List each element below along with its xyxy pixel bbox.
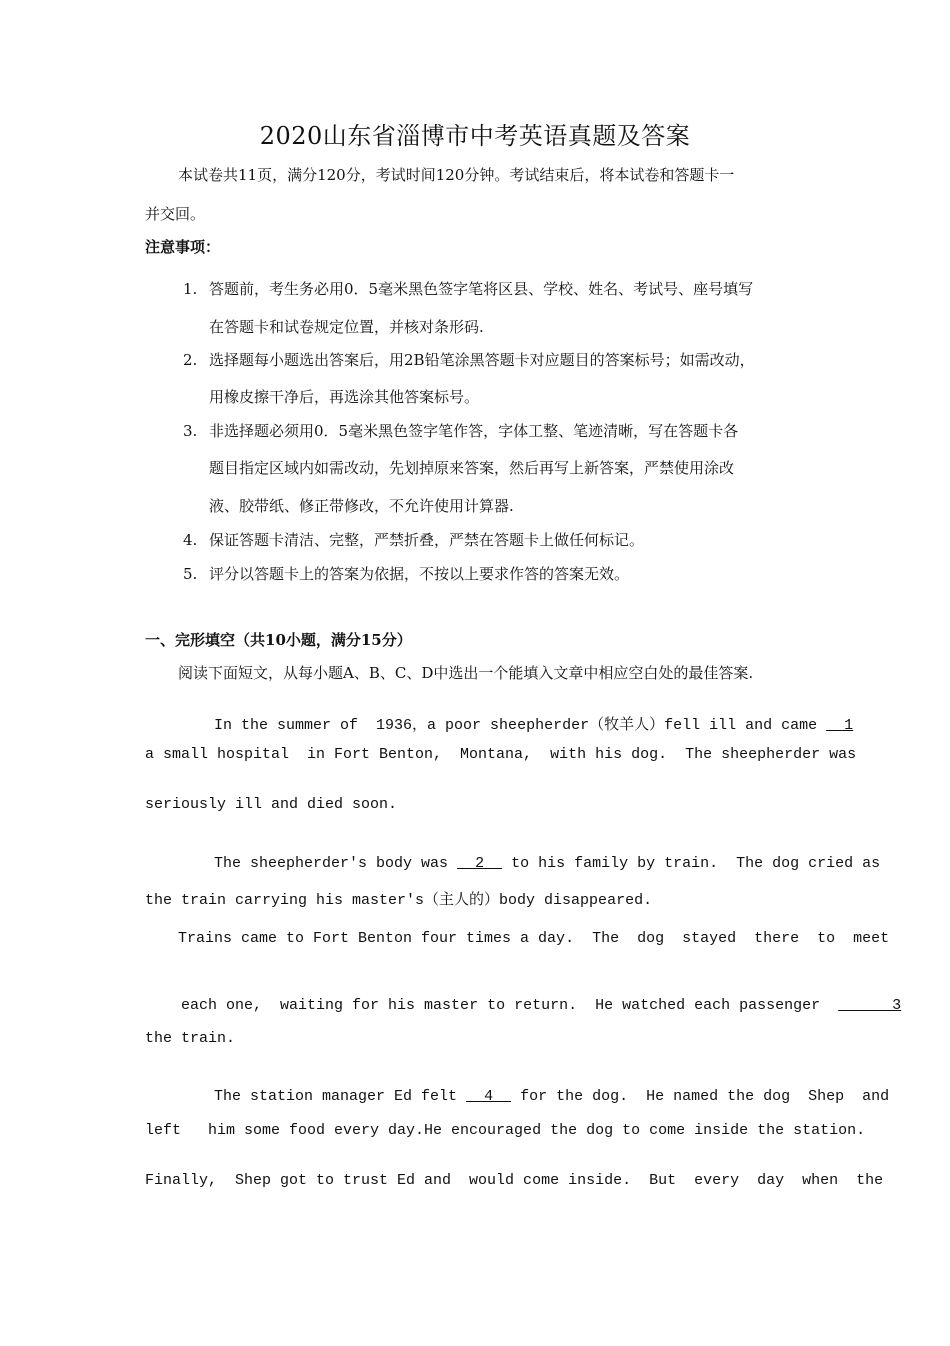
notice-item-text: 评分以答题卡上的答案为依据，不按以上要求作答的答案无效。 bbox=[209, 565, 630, 583]
passage-text: The sheepherder's body was bbox=[214, 855, 458, 872]
passage-line bbox=[145, 980, 901, 1031]
section-heading: 一、完形填空（共10小题，满分15分） bbox=[145, 631, 412, 649]
intro-line-1: 本试卷共11页，满分120分，考试时间120分钟。考试结束后，将本试卷和答题卡一 bbox=[178, 166, 735, 184]
passage-line bbox=[178, 1071, 889, 1122]
passage-text: to his family by train. The dog cried as bbox=[502, 855, 881, 872]
blank-2: 2 bbox=[457, 855, 503, 872]
notice-item-number: 1. bbox=[183, 280, 198, 298]
passage-text: The station manager Ed felt bbox=[214, 1088, 467, 1105]
notice-item-number: 2. bbox=[183, 351, 198, 369]
notice-item-number: 4. bbox=[183, 531, 198, 549]
intro-line-2: 并交回。 bbox=[145, 205, 206, 223]
passage-text: each one, waiting for his master to return. He watched each passenger bbox=[181, 997, 839, 1014]
blank-3: 3 bbox=[838, 997, 902, 1014]
blank-1: 1 bbox=[826, 717, 854, 734]
notice-item-number: 3. bbox=[183, 422, 198, 440]
passage-line bbox=[178, 696, 853, 751]
passage-line: the train. bbox=[145, 1030, 236, 1047]
passage-line: a small hospital in Fort Benton, Montana, with his dog. The sheepherder was bbox=[145, 746, 857, 763]
section-instruction: 阅读下面短文，从每小题A、B、C、D中选出一个能填入文章中相应空白处的最佳答案. bbox=[178, 664, 754, 682]
page-title: 2020山东省淄博市中考英语真题及答案 bbox=[259, 122, 691, 150]
passage-line: Finally, Shep got to trust Ed and would come inside. But every day when the bbox=[145, 1172, 884, 1189]
passage-line: Trains came to Fort Benton four times a day. The dog stayed there to meet bbox=[178, 930, 890, 947]
notice-item-text: 保证答题卡清洁、完整，严禁折叠，严禁在答题卡上做任何标记。 bbox=[209, 531, 645, 549]
notice-item-number: 5. bbox=[183, 565, 198, 583]
notice-item-4 bbox=[183, 529, 644, 550]
notice-item-1 bbox=[183, 278, 753, 299]
blank-4: 4 bbox=[466, 1088, 512, 1105]
notice-item-2 bbox=[183, 349, 755, 370]
notice-item-text: 非选择题必须用0．5毫米黑色签字笔作答，字体工整、笔迹清晰，写在答题卡各 bbox=[209, 422, 739, 440]
passage-text: In the summer of 1936，a poor sheepherder（牧羊人）fell ill and came bbox=[214, 717, 827, 734]
notice-item-3 bbox=[183, 420, 738, 441]
passage-line: seriously ill and died soon. bbox=[145, 796, 398, 813]
notice-item-1-cont: 在答题卡和试卷规定位置，并核对条形码. bbox=[209, 318, 484, 336]
notice-item-3-cont-2: 液、胶带纸、修正带修改，不允许使用计算器. bbox=[209, 497, 514, 515]
notice-heading: 注意事项： bbox=[145, 238, 221, 256]
passage-text: for the dog. He named the dog Shep and bbox=[511, 1088, 890, 1105]
passage-line bbox=[178, 838, 880, 889]
notice-item-text: 答题前，考生务必用0．5毫米黑色签字笔将区县、学校、姓名、考试号、座号填写 bbox=[209, 280, 754, 298]
passage-line: the train carrying his master's（主人的）body disappeared. bbox=[145, 892, 653, 909]
notice-item-5 bbox=[183, 563, 629, 584]
notice-item-2-cont: 用橡皮擦干净后，再选涂其他答案标号。 bbox=[209, 388, 480, 406]
passage-line: left him some food every day.He encouraged the dog to come inside the station. bbox=[145, 1122, 866, 1139]
notice-item-3-cont-1: 题目指定区域内如需改动，先划掉原来答案，然后再写上新答案，严禁使用涂改 bbox=[209, 459, 735, 477]
notice-item-text: 选择题每小题选出答案后，用2B铅笔涂黑答题卡对应题目的答案标号；如需改动， bbox=[209, 351, 755, 369]
